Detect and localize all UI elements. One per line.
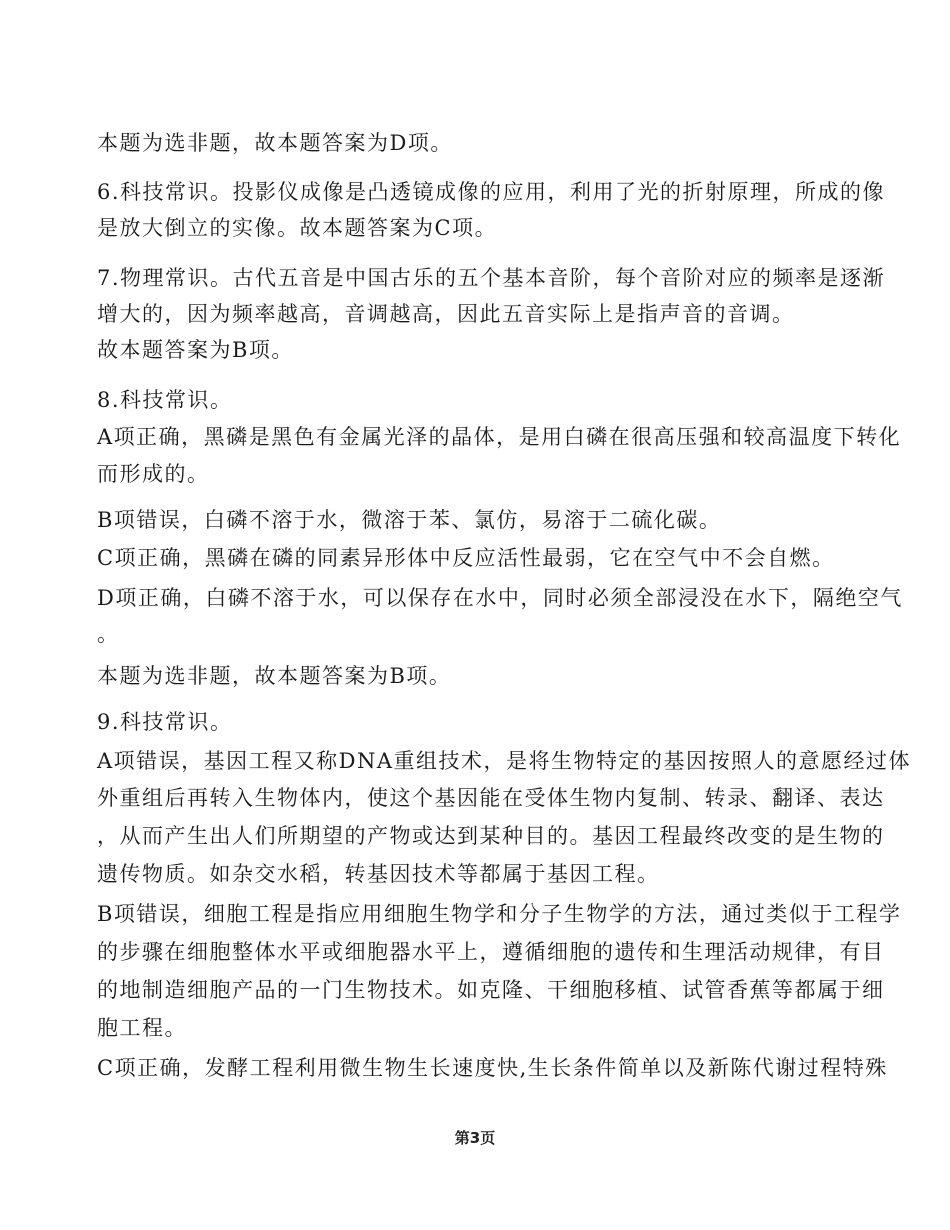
text-line: 的步骤在细胞整体水平或细胞器水平上，遵循细胞的遗传和生理活动规律，有目 — [97, 940, 885, 964]
text-line: 7.物理常识。古代五音是中国古乐的五个基本音阶，每个音阶对应的频率是逐渐 — [97, 266, 886, 290]
text-line: 增大的，因为频率越高，音调越高，因此五音实际上是指声音的音调。 — [97, 302, 795, 326]
text-line: D项正确，白磷不溶于水，可以保存在水中，同时必须全部浸没在水下，隔绝空气 — [97, 586, 903, 610]
text-line: 8.科技常识。 — [97, 388, 233, 412]
text-line: 是放大倒立的实像。故本题答案为C项。 — [97, 216, 498, 240]
text-line: A项正确，黑磷是黑色有金属光泽的晶体，是用白磷在很高压强和较高温度下转化 — [97, 425, 902, 449]
text-line: A项错误，基因工程又称DNA重组技术，是将生物特定的基因按照人的意愿经过体 — [97, 749, 912, 773]
text-line: ，从而产生出人们所期望的产物或达到某种目的。基因工程最终改变的是生物的 — [97, 824, 885, 848]
text-line: C项正确，黑磷在磷的同素异形体中反应活性最弱，它在空气中不会自燃。 — [97, 546, 835, 570]
text-line: 6.科技常识。投影仪成像是凸透镜成像的应用，利用了光的折射原理，所成的像 — [97, 180, 886, 204]
text-line: 本题为选非题，故本题答案为B项。 — [97, 664, 452, 688]
text-line: 的地制造细胞产品的一门生物技术。如克隆、干细胞移植、试管香蕉等都属于细 — [97, 978, 885, 1002]
text-line: 外重组后再转入生物体内，使这个基因能在受体生物内复制、转录、翻译、表达 — [97, 786, 885, 810]
text-line: C项正确，发酵工程利用微生物生长速度快,生长条件简单以及新陈代谢过程特殊 — [97, 1056, 888, 1080]
text-line: 胞工程。 — [97, 1016, 187, 1040]
text-line: 故本题答案为B项。 — [97, 338, 294, 362]
text-line: 本题为选非题，故本题答案为D项。 — [97, 131, 453, 155]
text-line: 而形成的。 — [97, 462, 210, 486]
text-line: 。 — [97, 622, 120, 646]
text-line: 遗传物质。如杂交水稻，转基因技术等都属于基因工程。 — [97, 862, 660, 886]
text-line: 9.科技常识。 — [97, 710, 233, 734]
page-number: 第3页 — [454, 1129, 496, 1147]
text-line: B项错误，白磷不溶于水，微溶于苯、氯仿，易溶于二硫化碳。 — [97, 508, 722, 532]
text-line: B项错误，细胞工程是指应用细胞生物学和分子生物学的方法，通过类似于工程学 — [97, 902, 902, 926]
